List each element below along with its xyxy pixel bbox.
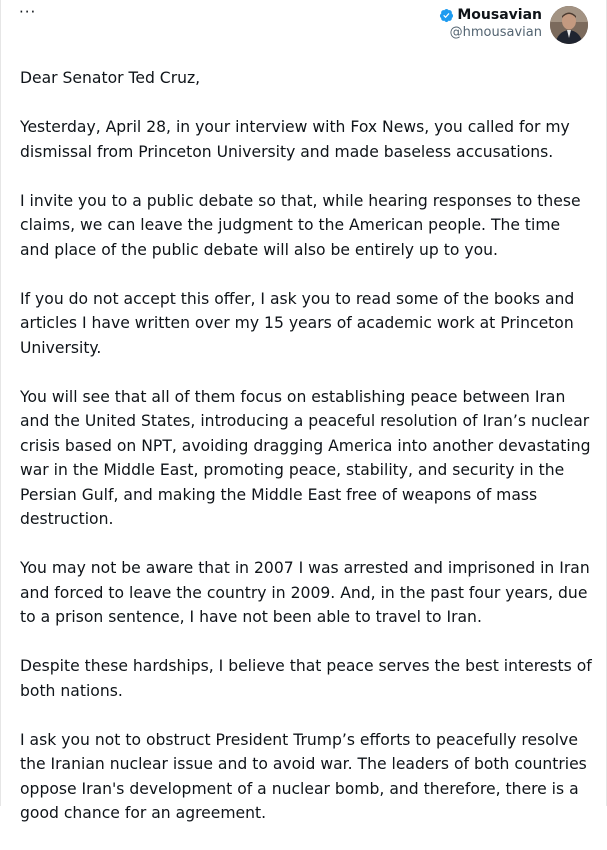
- letter-paragraph: I ask you not to obstruct President Trump’s efforts to peacefully resolve the Iranian nuclear issue and to avoid war. The leaders of both countries oppose Iran's development of a nuclear bomb, and therefore, there is a good chance for an agreement.: [20, 730, 587, 822]
- avatar[interactable]: [550, 6, 588, 44]
- letter-paragraph: You may not be aware that in 2007 I was arrested and imprisoned in Iran and forced to leave the country in 2009. And, in the past four years, due to a prison sentence, I have not been able to travel to Iran.: [20, 559, 590, 626]
- author-display-name[interactable]: Mousavian: [457, 7, 542, 23]
- avatar-photo: [550, 6, 588, 44]
- post-author[interactable]: [439, 6, 588, 46]
- letter-paragraph: Despite these hardships, I believe that peace serves the best interests of both nations.: [20, 657, 592, 700]
- author-handle[interactable]: @hmousavian: [449, 25, 542, 40]
- letter-paragraph: You will see that all of them focus on establishing peace between Iran and the United States, introducing a peaceful resolution of Iran’s nuclear crisis based on NPT, avoiding dragging America into another devastating war in the Middle East, promoting peace, stability, and security in the Persian Gulf, and making the Middle East free of weapons of mass destruction.: [20, 387, 591, 528]
- letter-paragraph: Yesterday, April 28, in your interview with Fox News, you called for my dismissal from Princeton University and made baseless accusations.: [20, 118, 570, 161]
- more-icon[interactable]: ···: [19, 3, 37, 21]
- verified-badge-icon: [439, 8, 454, 23]
- letter-salutation: Dear Senator Ted Cruz,: [20, 69, 201, 87]
- more-options-button[interactable]: [19, 3, 43, 22]
- author-names[interactable]: [439, 6, 542, 42]
- post-body: [20, 66, 592, 850]
- letter-paragraph: I invite you to a public debate so that, while hearing responses to these claims, we can leave the judgment to the American people. The time and place of the public debate will also be entirely up to you.: [20, 191, 581, 259]
- letter-paragraph: If you do not accept this offer, I ask you to read some of the books and articles I have written over my 15 years of academic work at Princeton University.: [20, 289, 575, 357]
